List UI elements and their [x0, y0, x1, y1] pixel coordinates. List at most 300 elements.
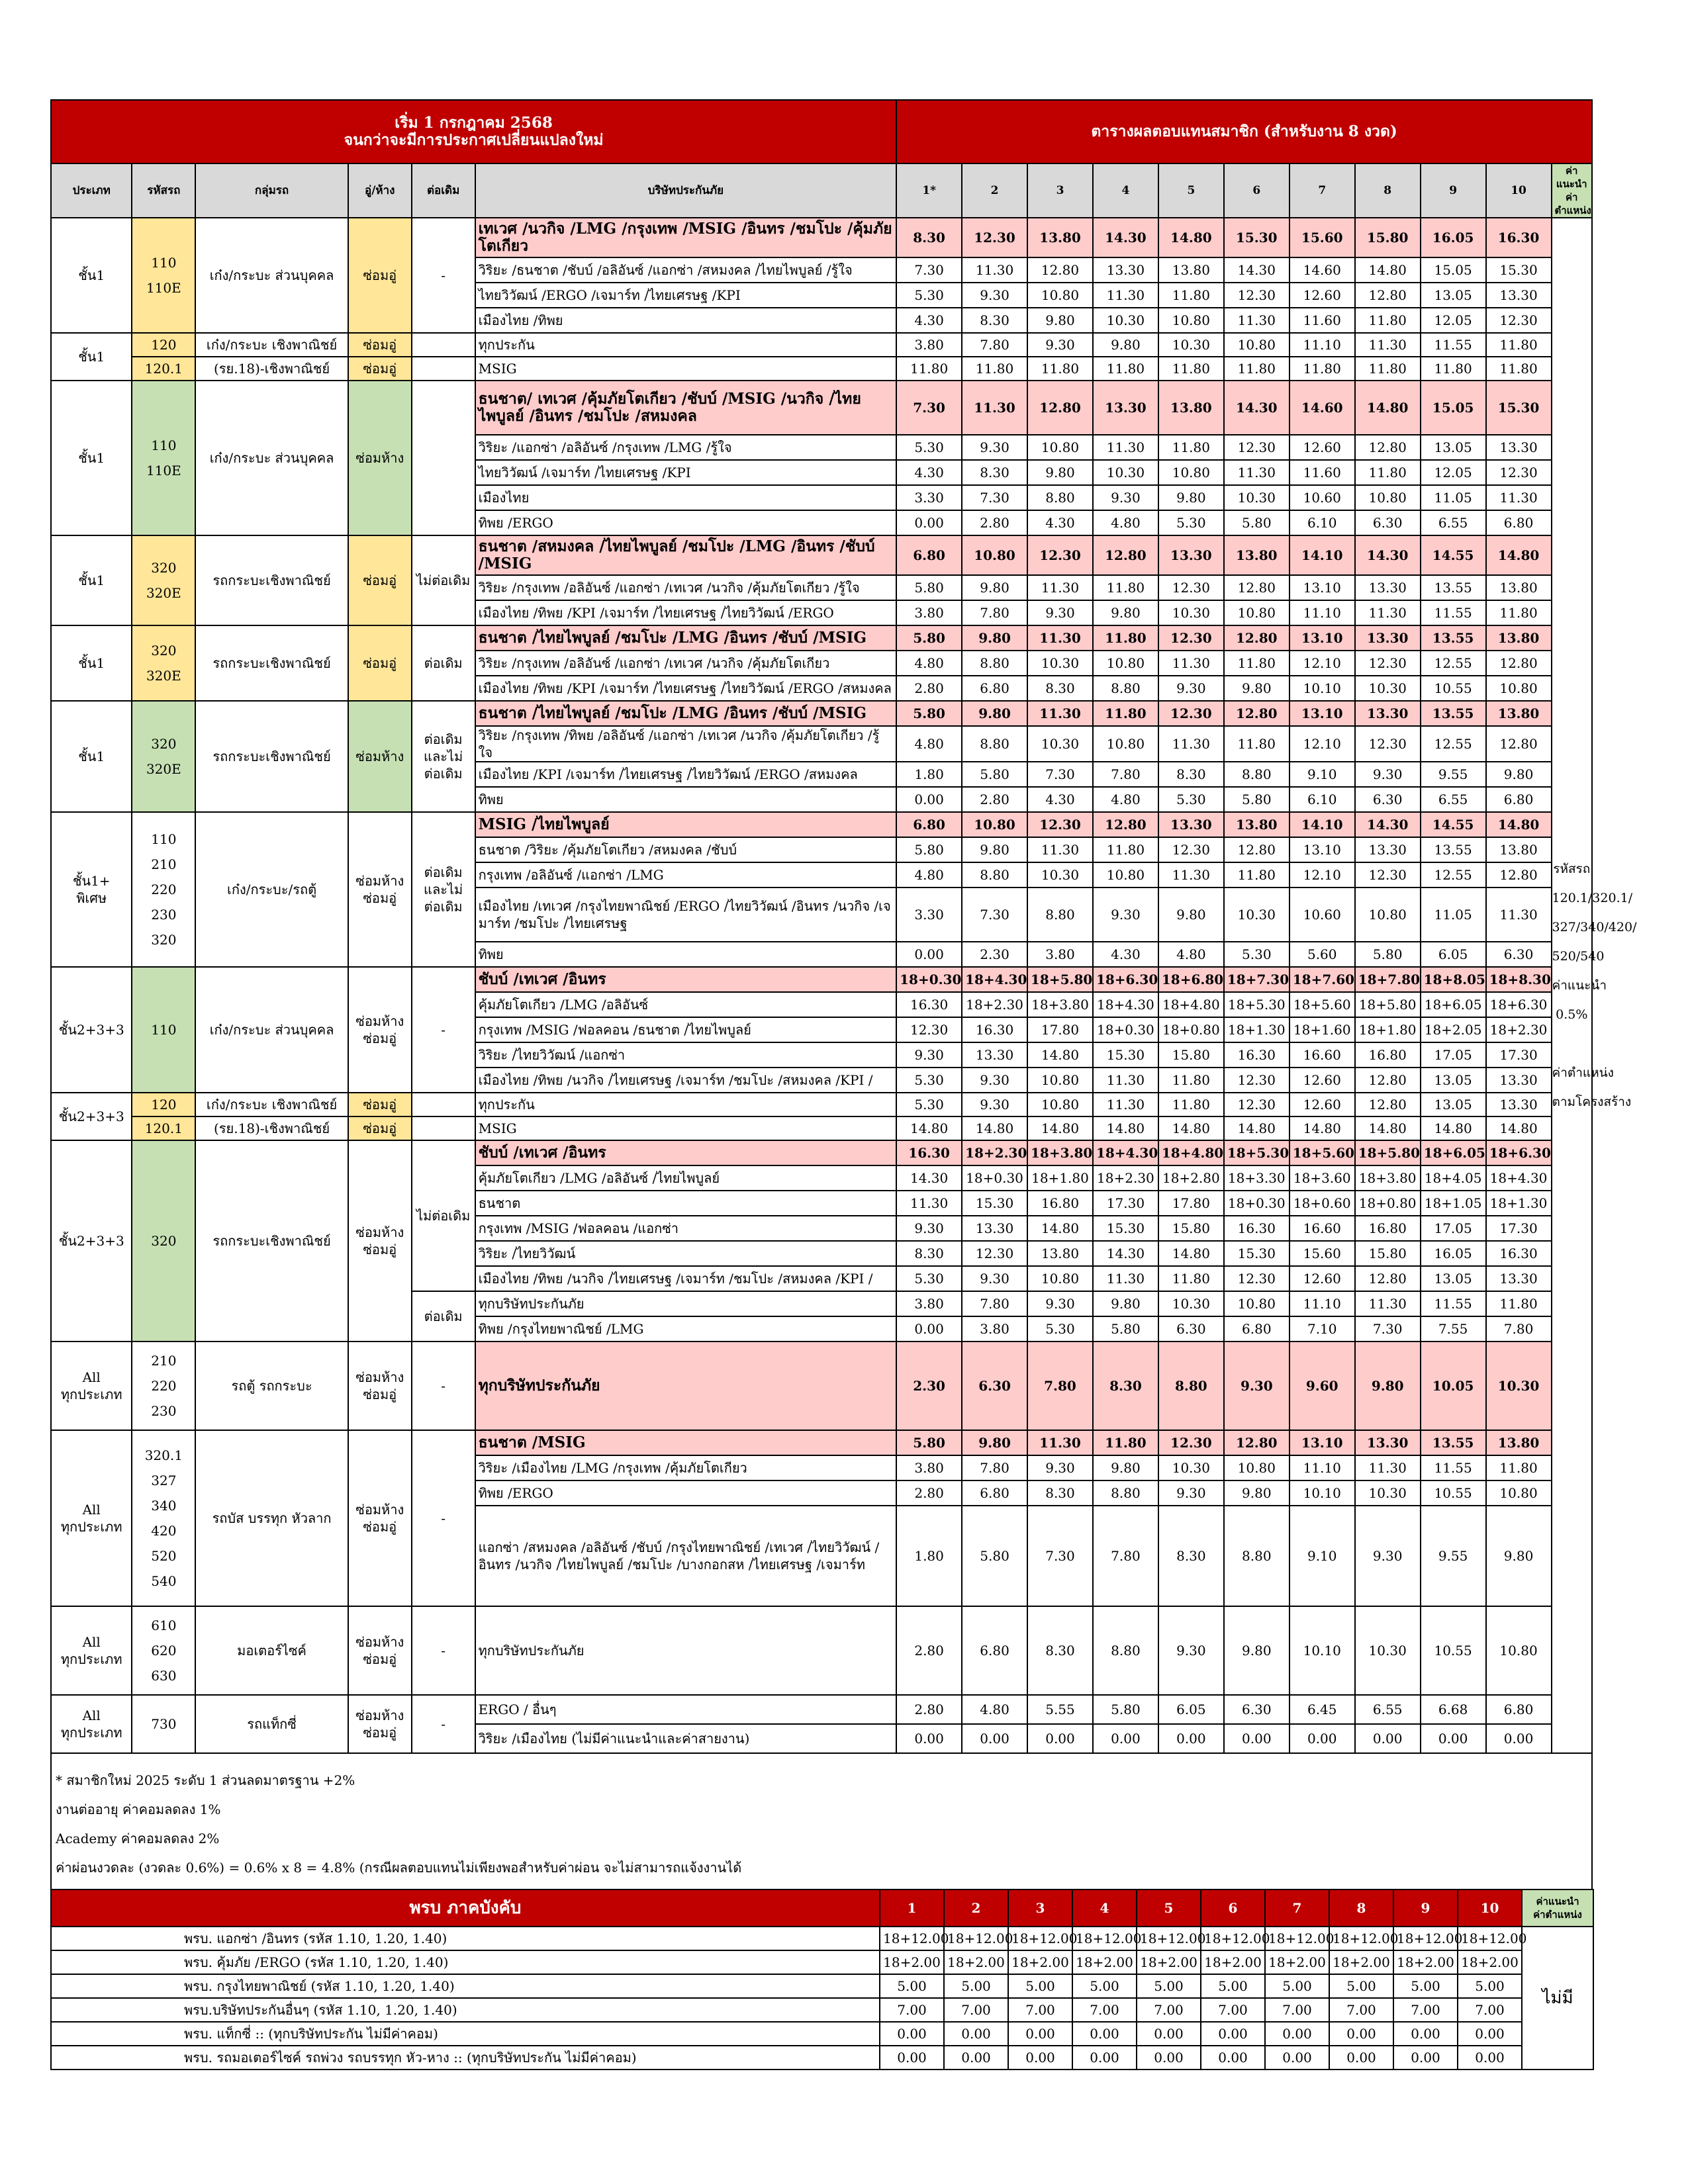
rate-cell: 5.80 [1224, 787, 1289, 812]
rate-cell: 17.05 [1421, 1042, 1486, 1068]
rate-cell: 13.30 [1486, 435, 1552, 460]
vehicle-code: 120 [132, 1093, 195, 1116]
rate-cell: 13.10 [1289, 701, 1355, 726]
rate-cell: 18+2.30 [1486, 1017, 1552, 1042]
vehicle-group: มอเตอร์ไซค์ [195, 1606, 348, 1695]
compulsory-rate: 18+12.00 [1201, 1927, 1265, 1950]
renew-type [412, 218, 475, 333]
col-header-period-7: 7 [1289, 163, 1355, 218]
rate-cell: 12.80 [1486, 862, 1552, 887]
rate-cell: 12.80 [1355, 283, 1421, 308]
rate-cell: 12.30 [1355, 862, 1421, 887]
rate-cell: 18+5.30 [1224, 1140, 1289, 1165]
compulsory-row [51, 1974, 1593, 1998]
renew-line: - [441, 1643, 445, 1659]
compulsory-rate: 5.00 [1201, 1974, 1265, 1998]
rate-cell: 12.80 [1355, 1068, 1421, 1093]
rate-cell: 10.30 [1093, 308, 1158, 333]
rate-cell: 15.05 [1421, 381, 1486, 435]
rate-cell: 4.80 [896, 726, 962, 762]
vehicle-group: (รย.18)-เชิงพาณิชย์ [195, 357, 348, 381]
compulsory-rate: 0.00 [1008, 2022, 1072, 2046]
recommend-label: ค่าแนะนำ [1556, 165, 1587, 190]
rate-cell: 11.30 [1224, 308, 1289, 333]
renew-line: ต่อเดิม [424, 655, 463, 671]
compulsory-rate: 0.00 [880, 2046, 944, 2070]
rate-cell: 13.30 [962, 1042, 1027, 1068]
commission-sheet [50, 99, 1637, 2070]
compulsory-row [51, 1927, 1593, 1950]
rate-cell: 18+5.30 [1224, 992, 1289, 1017]
rate-cell: 7.30 [896, 257, 962, 283]
compulsory-period-3: 3 [1008, 1889, 1072, 1927]
rate-cell: 11.30 [1158, 726, 1224, 762]
rate-cell: 12.80 [1224, 575, 1289, 600]
garage-line: ซ่อมอู่ [363, 267, 397, 283]
rate-cell: 9.60 [1289, 1342, 1355, 1430]
rate-cell: 13.30 [1486, 1093, 1552, 1116]
compulsory-rate: 0.00 [1393, 2022, 1458, 2046]
rate-cell: 17.30 [1486, 1042, 1552, 1068]
rate-cell: 14.80 [1486, 535, 1552, 575]
compulsory-label: พรบ.บริษัทประกันอื่นๆ (รหัส 1.10, 1.20, 1.40) [51, 1998, 880, 2022]
rate-cell: 18+4.30 [1093, 992, 1158, 1017]
rate-cell: 10.30 [1355, 1606, 1421, 1695]
vehicle-type [51, 967, 132, 1093]
col-header-period-1: 1* [896, 163, 962, 218]
rate-cell: 11.80 [1355, 357, 1421, 381]
position-label: ค่าตำแหน่ง [1533, 1909, 1582, 1921]
insurer-list: ทิพย /ERGO [475, 1480, 897, 1506]
rate-cell: 6.80 [1486, 787, 1552, 812]
rate-cell: 10.80 [1158, 308, 1224, 333]
renew-line: ต่อเดิม [424, 864, 463, 880]
rate-cell: 13.30 [1158, 535, 1224, 575]
table-row [51, 1430, 1592, 1455]
compulsory-rate: 18+2.00 [1458, 1950, 1522, 1974]
compulsory-row [51, 1998, 1593, 2022]
compulsory-table [50, 1889, 1594, 2070]
vehicle-type-line: All [82, 1502, 101, 1518]
compulsory-rate: 7.00 [1329, 1998, 1393, 2022]
rate-cell: 10.80 [1355, 887, 1421, 942]
rate-cell: 11.80 [1224, 357, 1289, 381]
garage-line: ซ่อมอู่ [363, 1387, 397, 1402]
rate-cell: 16.60 [1289, 1042, 1355, 1068]
rate-cell: 12.55 [1421, 862, 1486, 887]
insurer-list: ธนชาต /ไทยไพบูลย์ /ชมโปะ /LMG /อินทร /ชับบ์ /MSIG [475, 701, 897, 726]
rate-cell: 11.55 [1421, 600, 1486, 625]
insurer-list: ชับบ์ /เทเวศ /อินทร [475, 967, 897, 992]
vehicle-group: (รย.18)-เชิงพาณิชย์ [195, 1116, 348, 1140]
rate-cell: 0.00 [896, 1724, 962, 1753]
rate-cell: 18+4.30 [962, 967, 1027, 992]
insurer-list: MSIG [475, 357, 897, 381]
rate-cell: 11.80 [1093, 837, 1158, 862]
rate-cell: 14.55 [1421, 812, 1486, 837]
rate-cell: 12.80 [1093, 812, 1158, 837]
insurer-list: วิริยะ /ธนชาต /ชับบ์ /อลิอันซ์ /แอกซ่า /สหมงคล /ไทยไพบูลย์ /รู้ใจ [475, 257, 897, 283]
compulsory-rate: 18+2.00 [1201, 1950, 1265, 1974]
position-label: ค่าตำแหน่ง [1554, 191, 1591, 216]
garage-line: ซ่อมอู่ [363, 890, 397, 906]
rate-cell: 14.10 [1289, 535, 1355, 575]
table-row [51, 333, 1592, 357]
rate-cell: 12.60 [1289, 1093, 1355, 1116]
renew-type [412, 1140, 475, 1291]
rate-cell: 8.30 [1093, 1342, 1158, 1430]
rate-cell: 14.80 [1158, 1116, 1224, 1140]
rate-cell: 9.55 [1421, 762, 1486, 787]
vehicle-type-line: ชั้น1 [78, 267, 105, 283]
rate-cell: 15.60 [1289, 1241, 1355, 1266]
garage-type: ซ่อมอู่ [348, 1116, 412, 1140]
rate-cell: 12.30 [1486, 460, 1552, 485]
rate-cell: 7.80 [962, 1291, 1027, 1316]
rate-cell: 11.30 [1093, 435, 1158, 460]
garage-line: ซ่อมห้าง [355, 1369, 404, 1385]
rate-cell: 11.55 [1421, 333, 1486, 357]
compulsory-rate: 0.00 [944, 2046, 1008, 2070]
rate-cell: 12.60 [1289, 1068, 1355, 1093]
compulsory-rate: 0.00 [1329, 2046, 1393, 2070]
vehicle-code [132, 1342, 195, 1430]
insurer-list: MSIG [475, 1116, 897, 1140]
vehicle-code [132, 1606, 195, 1695]
vehicle-code-line: 320.1 [144, 1447, 183, 1463]
rate-cell: 12.30 [962, 218, 1027, 257]
rate-cell: 6.80 [1486, 510, 1552, 535]
renew-line: และไม่ [424, 749, 463, 764]
rate-cell: 8.80 [1224, 762, 1289, 787]
rate-cell: 9.80 [962, 625, 1027, 651]
rate-cell: 11.80 [1027, 357, 1093, 381]
rate-cell: 11.80 [1093, 701, 1158, 726]
rate-cell: 11.30 [1158, 651, 1224, 676]
rate-cell: 6.45 [1289, 1695, 1355, 1724]
rate-cell: 18+3.80 [1027, 1140, 1093, 1165]
rate-cell: 17.80 [1027, 1017, 1093, 1042]
rate-cell: 12.60 [1289, 1266, 1355, 1291]
rate-cell: 15.80 [1158, 1042, 1224, 1068]
renew-line: และไม่ [424, 882, 463, 897]
rate-cell: 16.30 [962, 1017, 1027, 1042]
renew-type [412, 381, 475, 535]
rate-cell: 12.80 [1224, 701, 1289, 726]
insurer-list: ชับบ์ /เทเวศ /อินทร [475, 1140, 897, 1165]
rate-cell: 7.55 [1421, 1316, 1486, 1342]
rate-cell: 18+6.30 [1093, 967, 1158, 992]
insurer-list: วิริยะ /ไทยวิวัฒน์ [475, 1241, 897, 1266]
insurer-list: ธนชาต /สหมงคล /ไทยไพบูลย์ /ชมโปะ /LMG /อินทร /ชับบ์ /MSIG [475, 535, 897, 575]
rate-cell: 18+5.80 [1027, 967, 1093, 992]
renew-type [412, 1093, 475, 1116]
rate-cell: 9.30 [962, 1068, 1027, 1093]
compulsory-rate: 7.00 [1201, 1998, 1265, 2022]
rate-cell: 10.80 [1027, 1266, 1093, 1291]
rate-cell: 17.30 [1093, 1191, 1158, 1216]
rate-cell: 6.30 [962, 1342, 1027, 1430]
rate-cell: 9.80 [1224, 1606, 1289, 1695]
compulsory-period-6: 6 [1201, 1889, 1265, 1927]
rate-cell: 18+5.60 [1289, 1140, 1355, 1165]
rate-cell: 12.30 [1158, 1430, 1224, 1455]
side-note-line: ตามโครงสร้าง [1552, 1095, 1632, 1109]
rate-cell: 13.80 [1486, 625, 1552, 651]
rate-cell: 12.60 [1289, 435, 1355, 460]
vehicle-type-line: ทุกประเภท [60, 1651, 122, 1667]
rate-cell: 8.80 [1093, 1606, 1158, 1695]
insurer-list: คุ้มภัยโตเกียว /LMG /อลิอันซ์ [475, 992, 897, 1017]
compulsory-period-4: 4 [1072, 1889, 1137, 1927]
rate-cell: 5.80 [962, 1506, 1027, 1606]
rate-cell: 13.80 [1486, 1430, 1552, 1455]
table-row [51, 1140, 1592, 1165]
col-header-type: ประเภท [51, 163, 132, 218]
renew-line: - [441, 1510, 445, 1526]
vehicle-type-line: ชั้น2+3+3 [58, 1233, 124, 1249]
compulsory-rate: 7.00 [944, 1998, 1008, 2022]
rate-cell: 11.80 [1224, 726, 1289, 762]
compulsory-row [51, 2046, 1593, 2070]
vehicle-code-line: 110E [146, 280, 181, 296]
compulsory-period-8: 8 [1329, 1889, 1393, 1927]
rate-cell: 18+0.80 [1355, 1191, 1421, 1216]
rate-cell: 2.80 [896, 1480, 962, 1506]
rate-cell: 12.30 [1486, 308, 1552, 333]
renew-type [412, 357, 475, 381]
rate-cell: 10.30 [1158, 1291, 1224, 1316]
compulsory-none: ไม่มี [1522, 1927, 1593, 2070]
compulsory-rate: 18+12.00 [1072, 1927, 1137, 1950]
rate-cell: 11.80 [1486, 1455, 1552, 1480]
rate-cell: 13.80 [1027, 218, 1093, 257]
rate-cell: 2.30 [962, 942, 1027, 967]
compulsory-period-1: 1 [880, 1889, 944, 1927]
compulsory-rate: 5.00 [1265, 1974, 1329, 1998]
rate-cell: 15.30 [1093, 1042, 1158, 1068]
rate-cell: 9.30 [896, 1042, 962, 1068]
insurer-list: ทุกบริษัทประกันภัย [475, 1291, 897, 1316]
vehicle-code-line: 320 [151, 1233, 177, 1249]
compulsory-rate: 0.00 [1393, 2046, 1458, 2070]
garage-line: ซ่อมห้าง [355, 1634, 404, 1650]
rate-cell: 12.30 [1355, 651, 1421, 676]
rate-cell: 12.10 [1289, 726, 1355, 762]
rate-cell: 10.80 [1158, 460, 1224, 485]
rate-cell: 14.80 [962, 1116, 1027, 1140]
rate-cell: 13.30 [1355, 625, 1421, 651]
rate-cell: 8.80 [1027, 485, 1093, 510]
rate-cell: 11.80 [1486, 357, 1552, 381]
compulsory-label: พรบ. แอกซ่า /อินทร (รหัส 1.10, 1.20, 1.40) [51, 1927, 880, 1950]
rate-cell: 4.30 [1027, 787, 1093, 812]
rate-cell: 16.80 [1355, 1216, 1421, 1241]
side-note-line: ค่าตำแหน่ง [1552, 1066, 1614, 1080]
rate-cell: 5.30 [1224, 942, 1289, 967]
rate-cell: 10.80 [1355, 485, 1421, 510]
table-row [51, 701, 1592, 726]
garage-line: ซ่อมห้าง [355, 1707, 404, 1723]
vehicle-type [51, 1430, 132, 1606]
col-header-garage: อู่/ห้าง [348, 163, 412, 218]
recommend-label: ค่าแนะนำ [1536, 1895, 1579, 1907]
rate-cell: 10.80 [1027, 283, 1093, 308]
rate-cell: 11.10 [1289, 333, 1355, 357]
vehicle-code-line: 320E [146, 668, 181, 684]
rate-cell: 9.80 [962, 837, 1027, 862]
rate-cell: 10.80 [1224, 1455, 1289, 1480]
rate-cell: 13.80 [1158, 381, 1224, 435]
vehicle-code-line: 520 [151, 1548, 177, 1564]
rate-cell: 13.80 [1486, 575, 1552, 600]
rate-cell: 18+1.30 [1486, 1191, 1552, 1216]
compulsory-rate: 18+2.00 [1137, 1950, 1201, 1974]
garage-line: ซ่อมห้าง [355, 450, 404, 466]
table-row [51, 381, 1592, 435]
garage-line: ซ่อมอู่ [363, 1030, 397, 1046]
rate-cell: 11.55 [1421, 1455, 1486, 1480]
vehicle-code: 120.1 [132, 1116, 195, 1140]
rate-cell: 0.00 [1486, 1724, 1552, 1753]
rate-cell: 6.05 [1421, 942, 1486, 967]
rate-cell: 9.30 [1027, 333, 1093, 357]
side-note-line [1552, 1029, 1591, 1058]
compulsory-rate: 18+2.00 [944, 1950, 1008, 1974]
compulsory-rate: 18+2.00 [1329, 1950, 1393, 1974]
rate-cell: 9.30 [962, 283, 1027, 308]
rate-cell: 8.80 [1158, 1342, 1224, 1430]
insurer-list: กรุงเทพ /MSIG /ฟอลคอน /ธนชาต /ไทยไพบูลย์ [475, 1017, 897, 1042]
rate-cell: 9.80 [1486, 1506, 1552, 1606]
rate-cell: 6.30 [1224, 1695, 1289, 1724]
compulsory-label: พรบ. รถมอเตอร์ไซค์ รถพ่วง รถบรรทุก หัว-หาง :: (ทุกบริษัทประกัน ไม่มีค่าคอม) [51, 2046, 880, 2070]
rate-cell: 10.30 [1224, 485, 1289, 510]
insurer-list: วิริยะ /ไทยวิวัฒน์ /แอกซ่า [475, 1042, 897, 1068]
rate-cell: 14.30 [1355, 812, 1421, 837]
rate-cell: 11.60 [1289, 308, 1355, 333]
compulsory-rate: 5.00 [1072, 1974, 1137, 1998]
rate-cell: 18+5.80 [1355, 1140, 1421, 1165]
rate-cell: 10.80 [1093, 726, 1158, 762]
vehicle-code-line: 220 [151, 1378, 177, 1394]
renew-type [412, 701, 475, 812]
vehicle-type-line: ชั้น1 [78, 450, 105, 466]
vehicle-type-line: All [82, 1369, 101, 1385]
compulsory-rate: 7.00 [1072, 1998, 1137, 2022]
rate-cell: 7.80 [1093, 1506, 1158, 1606]
rate-cell: 4.80 [1093, 787, 1158, 812]
garage-line: ซ่อมอู่ [363, 1242, 397, 1257]
rate-cell: 10.80 [962, 812, 1027, 837]
vehicle-group: เก๋ง/กระบะ เชิงพาณิชย์ [195, 333, 348, 357]
rate-cell: 9.80 [962, 701, 1027, 726]
side-note-line: 520/540 [1552, 949, 1605, 964]
rate-cell: 10.80 [962, 535, 1027, 575]
rate-cell: 10.30 [1224, 887, 1289, 942]
rate-cell: 12.30 [1158, 575, 1224, 600]
vehicle-type [51, 218, 132, 333]
rate-cell: 11.80 [1158, 283, 1224, 308]
rate-cell: 16.30 [1224, 1216, 1289, 1241]
rate-cell: 14.55 [1421, 535, 1486, 575]
header-validity [51, 100, 896, 163]
vehicle-code-line: 630 [151, 1668, 177, 1684]
rate-cell: 18+3.80 [1355, 1165, 1421, 1191]
rate-cell: 5.30 [1158, 787, 1224, 812]
rate-cell: 12.60 [1289, 283, 1355, 308]
rate-cell: 18+0.30 [1224, 1191, 1289, 1216]
rate-cell: 18+2.30 [962, 1140, 1027, 1165]
vehicle-code [132, 1430, 195, 1606]
rate-cell: 11.80 [1486, 333, 1552, 357]
rate-cell: 0.00 [896, 787, 962, 812]
rate-cell: 13.30 [1486, 1266, 1552, 1291]
renew-type [412, 812, 475, 967]
rate-cell: 12.80 [1224, 625, 1289, 651]
rate-cell: 14.80 [896, 1116, 962, 1140]
insurer-list: เมืองไทย /ทิพย [475, 308, 897, 333]
col-header-recommend [1552, 163, 1592, 218]
rate-cell: 0.00 [1421, 1724, 1486, 1753]
insurer-list: เทเวศ /นวกิจ /LMG /กรุงเทพ /MSIG /อินทร /ชมโปะ /คุ้มภัยโตเกียว [475, 218, 897, 257]
vehicle-type [51, 1606, 132, 1695]
insurer-list: เมืองไทย /ทิพย /นวกิจ /ไทยเศรษฐ /เจมาร์ท /ชมโปะ /สหมงคล /KPI / [475, 1068, 897, 1093]
vehicle-type-line: ทุกประเภท [60, 1387, 122, 1402]
rate-cell: 16.30 [896, 1140, 962, 1165]
rate-cell: 0.00 [896, 510, 962, 535]
rate-cell: 9.30 [896, 1216, 962, 1241]
rate-cell: 11.30 [1093, 1068, 1158, 1093]
rate-cell: 5.30 [896, 1068, 962, 1093]
insurer-list: วิริยะ /กรุงเทพ /อลิอันซ์ /แอกซ่า /เทเวศ /นวกิจ /คุ้มภัยโตเกียว [475, 651, 897, 676]
compulsory-rate: 18+12.00 [1137, 1927, 1201, 1950]
compulsory-rate: 7.00 [1008, 1998, 1072, 2022]
rate-cell: 9.55 [1421, 1506, 1486, 1606]
vehicle-type: ชั้น1 [51, 333, 132, 381]
rate-cell: 16.80 [1027, 1191, 1093, 1216]
rate-cell: 10.80 [1093, 651, 1158, 676]
vehicle-type-line: ทุกประเภท [60, 1519, 122, 1535]
rate-cell: 16.05 [1421, 1241, 1486, 1266]
rate-cell: 11.80 [1093, 575, 1158, 600]
rate-cell: 5.30 [1027, 1316, 1093, 1342]
rate-cell: 9.30 [1158, 1606, 1224, 1695]
rate-cell: 10.80 [1486, 676, 1552, 701]
rate-cell: 8.30 [896, 218, 962, 257]
insurer-list: กรุงเทพ /MSIG /ฟอลคอน /แอกซ่า [475, 1216, 897, 1241]
compulsory-rate: 0.00 [1137, 2022, 1201, 2046]
rate-cell: 14.80 [1486, 1116, 1552, 1140]
rate-cell: 18+2.80 [1158, 1165, 1224, 1191]
rate-cell: 11.05 [1421, 485, 1486, 510]
rate-cell: 10.30 [1486, 1342, 1552, 1430]
compulsory-rate: 7.00 [1137, 1998, 1201, 2022]
compulsory-rate: 18+2.00 [1072, 1950, 1137, 1974]
rate-cell: 11.80 [1093, 625, 1158, 651]
insurer-list: ธนชาต [475, 1191, 897, 1216]
vehicle-code-line: 320 [151, 932, 177, 948]
compulsory-rate: 18+2.00 [1393, 1950, 1458, 1974]
compulsory-rate: 5.00 [1329, 1974, 1393, 1998]
rate-cell: 12.30 [1224, 1068, 1289, 1093]
rate-cell: 10.80 [1027, 1068, 1093, 1093]
rate-cell: 11.80 [1158, 357, 1224, 381]
rate-cell: 8.30 [962, 308, 1027, 333]
rate-cell: 13.30 [1486, 1068, 1552, 1093]
rate-cell: 10.30 [1027, 651, 1093, 676]
vehicle-code-line: 230 [151, 907, 177, 923]
